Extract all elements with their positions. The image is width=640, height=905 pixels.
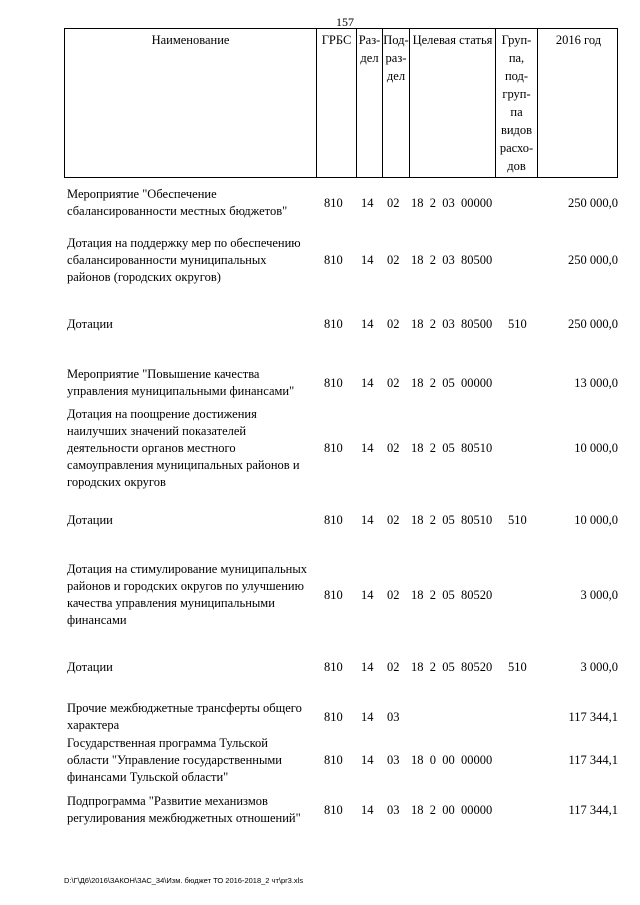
header-razdel: Раз- дел	[357, 29, 383, 177]
row-target-article: 18 2 05 80520	[411, 660, 493, 674]
row-amount: 250 000,0	[568, 196, 618, 210]
row-name: Мероприятие "Обеспечение сбалансированности местных бюджетов"	[67, 187, 288, 218]
row-target-article: 18 2 03 80500	[411, 253, 493, 267]
row-amount: 10 000,0	[574, 513, 618, 527]
row-podrazdel: 03	[387, 803, 400, 817]
row-razdel: 14	[361, 196, 374, 210]
row-expense-group: 510	[508, 317, 527, 331]
table-header	[64, 28, 618, 178]
row-amount: 117 344,1	[568, 710, 618, 724]
row-razdel: 14	[361, 710, 374, 724]
row-podrazdel: 02	[387, 196, 400, 210]
row-name: Дотации	[67, 513, 113, 527]
row-name: Дотации	[67, 317, 113, 331]
row-podrazdel: 03	[387, 710, 400, 724]
row-expense-group: 510	[508, 660, 527, 674]
row-expense-group: 510	[508, 513, 527, 527]
row-target-article: 18 2 05 80510	[411, 441, 493, 455]
row-grbs: 810	[324, 441, 343, 455]
row-grbs: 810	[324, 253, 343, 267]
row-grbs: 810	[324, 710, 343, 724]
row-target-article: 18 2 05 80510	[411, 513, 493, 527]
row-razdel: 14	[361, 513, 374, 527]
row-razdel: 14	[361, 588, 374, 602]
row-target-article: 18 0 00 00000	[411, 753, 493, 767]
row-podrazdel: 02	[387, 588, 400, 602]
page-number: 157	[336, 15, 354, 29]
row-razdel: 14	[361, 660, 374, 674]
row-name: Подпрограмма "Развитие механизмов регулирования межбюджетных отношений"	[67, 794, 301, 825]
row-razdel: 14	[361, 803, 374, 817]
row-podrazdel: 02	[387, 253, 400, 267]
row-name: Дотации	[67, 660, 113, 674]
row-podrazdel: 02	[387, 317, 400, 331]
row-grbs: 810	[324, 196, 343, 210]
row-name: Дотация на стимулирование муниципальных районов и городских округов по улучшению качества управления муниципальными финансами	[67, 562, 308, 627]
row-amount: 250 000,0	[568, 253, 618, 267]
row-podrazdel: 02	[387, 441, 400, 455]
row-name: Дотация на поддержку мер по обеспечению сбалансированности муниципальных районов (городских округов)	[67, 236, 301, 284]
row-podrazdel: 02	[387, 660, 400, 674]
row-amount: 250 000,0	[568, 317, 618, 331]
row-target-article: 18 2 03 00000	[411, 196, 493, 210]
row-amount: 10 000,0	[574, 441, 618, 455]
row-grbs: 810	[324, 513, 343, 527]
row-podrazdel: 02	[387, 376, 400, 390]
row-razdel: 14	[361, 753, 374, 767]
row-grbs: 810	[324, 753, 343, 767]
row-target-article: 18 2 03 80500	[411, 317, 493, 331]
row-target-article: 18 2 05 80520	[411, 588, 493, 602]
header-grbs: ГРБС	[317, 29, 357, 177]
row-name: Мероприятие "Повышение качества управления муниципальными финансами"	[67, 367, 295, 398]
header-podrazdel: Под- раз- дел	[383, 29, 410, 177]
row-amount: 3 000,0	[580, 660, 618, 674]
row-podrazdel: 03	[387, 753, 400, 767]
header-expense-group: Груп- па, под- груп- па видов расхо- дов	[496, 29, 538, 177]
header-name: Наименование	[65, 29, 317, 177]
row-grbs: 810	[324, 588, 343, 602]
row-amount: 3 000,0	[580, 588, 618, 602]
header-year-2016: 2016 год	[555, 33, 602, 47]
row-name: Государственная программа Тульской области "Управление государственными финансами Тульской области"	[67, 736, 282, 784]
file-path-footer: D:\Г\Д6\2016\ЗАКОН\ЗАС_34\Изм. бюджет ТО 2016-2018_2 чт\pr3.xls	[64, 876, 304, 885]
row-amount: 117 344,1	[568, 753, 618, 767]
row-razdel: 14	[361, 376, 374, 390]
row-amount: 117 344,1	[568, 803, 618, 817]
row-target-article: 18 2 05 00000	[411, 376, 493, 390]
row-grbs: 810	[324, 660, 343, 674]
row-target-article: 18 2 00 00000	[411, 803, 493, 817]
row-podrazdel: 02	[387, 513, 400, 527]
row-razdel: 14	[361, 253, 374, 267]
row-razdel: 14	[361, 441, 374, 455]
row-razdel: 14	[361, 317, 374, 331]
row-grbs: 810	[324, 317, 343, 331]
row-grbs: 810	[324, 376, 343, 390]
row-amount: 13 000,0	[574, 376, 618, 390]
row-grbs: 810	[324, 803, 343, 817]
row-name: Прочие межбюджетные трансферты общего характера	[67, 701, 302, 732]
row-name: Дотация на поощрение достижения наилучших значений показателей деятельности органов местного самоуправления муниципальных районов и городских округов	[67, 407, 300, 489]
header-target-article: Целевая статья	[410, 29, 496, 177]
